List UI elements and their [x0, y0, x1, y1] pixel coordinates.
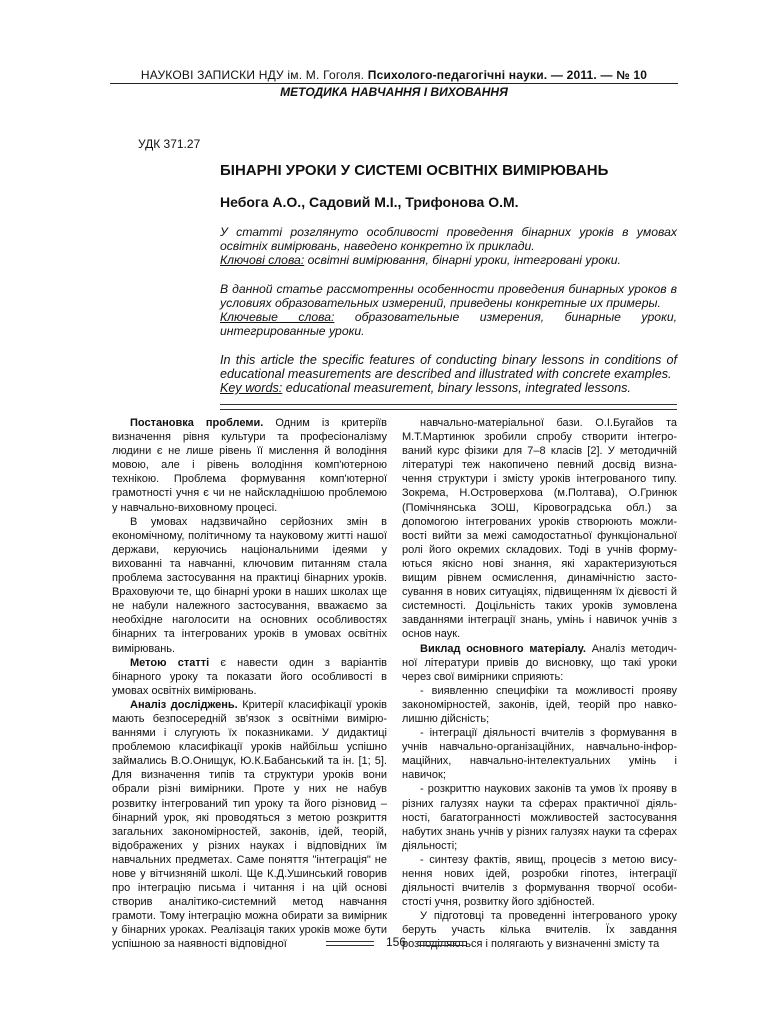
abstract-english	[220, 353, 677, 395]
abstract-en-keywords-label: Key words:	[220, 381, 283, 395]
udk-code: УДК 371.27	[138, 137, 201, 151]
heading-problem: Постановка проблеми.	[130, 417, 264, 429]
abstract-ua-keywords: освітні вимірювання, бінарні уроки, інтегровані уроки.	[304, 253, 621, 267]
abstract-ru-keywords: образовательные измерения, бинарные уроки, интегрированные уроки.	[220, 310, 677, 338]
list-item: - виявленню специфіки та можливості прояву закономірностей, законів, ідей, теорій про навко-лишню дійсність;	[402, 684, 677, 725]
list-item: - синтезу фактів, явищ, процесів з метою вису-нення нових ідей, розробки гіпотез, інтеграції діяльності вчителів з формування творчої особи-стості учня, розвитку його здібностей.	[402, 853, 677, 909]
article-title: БІНАРНІ УРОКИ У СИСТЕМІ ОСВІТНІХ ВИМІРЮВАНЬ	[220, 162, 609, 179]
abstract-en-keywords: educational measurement, binary lessons, integrated lessons.	[282, 381, 631, 395]
footer-rule-right	[418, 941, 466, 946]
abstract-ru-text: В данной статье рассмотренны особенности проведения бинарных уроков в условиях образовательных измерений, приведены конкретные их примеры.	[220, 282, 677, 310]
paragraph-problem-text: Одним із критеріїв визначення рівня культури та професіоналізму людини є не лише рівень її мислення й володіння мовою, але і рівень володіння комп'ютерною технікою. Проблема формування комп'ютерної грамотності учня є чи не найскладнішою проблемою у навчально-виховному процесі.	[112, 417, 387, 514]
journal-series: Психолого-педагогічні науки. — 2011. — № 10	[367, 68, 648, 82]
page-footer	[326, 934, 466, 952]
paragraph-preparation: У підготовці та проведенні інтегрованого уроку беруть участь кілька вчителів. Їх завдання розподіляються і полягають у визначенні змісту та	[402, 910, 677, 951]
paragraph-goal	[112, 656, 387, 698]
paragraph-analysis-text: Критерії класифікації уроків мають безпосередній зв'язок з освітніми вимірю-ваннями і слугують їх показниками. У дидактиці проблемою класифікації уроків найбільш успішно займались В.О.Онищук, Ю.К.Бабанський та ін. [1; 5]. Для визначення типів та структури уроків вони обрали різні вимірники. Проте у них не набув розвитку інтегрований тип уроку та його різновид – бінарний урок, які проводяться з метою розкриття загальних закономірностей, законів, ідей, теорій, відображених у різних науках і відповідних їм навчальних предметах. Саме поняття "інтеграція" не нове у вітчизняній школі. Ще К.Д.Ушинський говорив про інтеграцію письма і читання і на цій основі створив аналітико-системний метод навчання грамоти. Тому інтеграцію можна обирати за вимірник у бінарних уроках. Реалізація таких уроків може бути успішною за наявності відповідної	[112, 698, 387, 951]
abstract-ru-keywords-label: Ключевые слова:	[220, 310, 335, 324]
paragraph-main	[402, 642, 677, 684]
header-rule	[110, 83, 678, 84]
list-item: - розкриттю наукових законів та умов їх прояву в різних галузях науки та сферах практичної діяль-ності, багатогранності можливостей застосування набутих знань учнів у різних галузях науки та сферах діяльності;	[402, 783, 677, 852]
body-column-right	[402, 416, 677, 952]
abstract-ua-text: У статті розглянуто особливості проведення бінарних уроків в умовах освітніх вимірювань, наведено конкретно їх приклади.	[220, 225, 677, 253]
paragraph-analysis	[112, 698, 387, 952]
journal-line	[110, 68, 678, 82]
heading-goal: Метою статті	[130, 656, 210, 669]
heading-analysis: Аналіз досліджень.	[130, 698, 238, 711]
paragraph-main-text: Аналіз методич-ної літератури привів до висновку, що такі уроки через свої вимірники сприяють:	[402, 642, 677, 683]
heading-main: Виклад основного матеріалу.	[420, 642, 586, 655]
abstract-en-text: In this article the specific features of conducting binary lessons in conditions of educational measurements are described and illustrated with concrete examples.	[220, 353, 677, 381]
body-column-left	[112, 416, 387, 952]
section-title: МЕТОДИКА НАВЧАННЯ І ВИХОВАННЯ	[280, 85, 508, 99]
abstract-ua-keywords-label: Ключові слова:	[220, 253, 305, 267]
paragraph-goal-text: є навести один з варіантів бінарного уроку та показати його особливості в умовах освітніх вимірювань.	[112, 656, 387, 697]
paragraph-continuation: навчально-матеріальної бази. О.І.Бугайов та М.Т.Мартинюк зробили спробу створити інтегро-ваний курс фізики для 7–8 класів [2]. У методичній літературі теж накопичено певний досвід визна-чення структури і змісту уроків інтегрованого типу. Зокрема, Н.Островерхова (м.Полтава), О.Гринюк (Помічнянська ЗОШ, Кіровоградська обл.) за допомогою інтегрованих уроків створюють можли-вості вийти за межі самодостатньої функціональної ролі його окремих складових. Тоді в учнів форму-ються якісно нові знання, які характеризуються вищим рівнем осмислення, динамічністю засто-сування в нових ситуаціях, підвищенням їх дієвості й системності. Доцільність таких уроків зумовлена завданнями інтеграції знань, умінь і навичок учнів з основ наук.	[402, 417, 677, 641]
list-item: - інтеграції діяльності вчителів з формування в учнів навчально-організаційних, навчально-інфор-маційних, навчально-інтелектуальних умінь і навичок;	[402, 727, 677, 782]
abstract-separator	[220, 404, 677, 410]
page-number: 156	[385, 935, 407, 949]
paragraph-context: В умовах надзвичайно серйозних змін в економічному, політичному та науковому житті нашої держави, керуючись національними ідеями у вихованні та навчанні, ключовим питанням стала проблема застосування на практиці бінарних уроків. Враховуючи те, що бінарні уроки в наших школах ще не набули належного застосування, вважаємо за необхідне наголосити на основних особливостях бінарних та інтегрованих уроків в умовах освітніх вимірювань.	[112, 515, 387, 655]
abstract-russian	[220, 282, 677, 338]
abstract-ukrainian	[220, 225, 677, 267]
journal-name: НАУКОВІ ЗАПИСКИ НДУ ім. М. Гоголя.	[140, 68, 365, 82]
running-header	[110, 68, 678, 99]
paragraph-problem	[112, 416, 387, 515]
article-authors: Небога А.О., Садовий М.І., Трифонова О.М.	[220, 194, 519, 210]
